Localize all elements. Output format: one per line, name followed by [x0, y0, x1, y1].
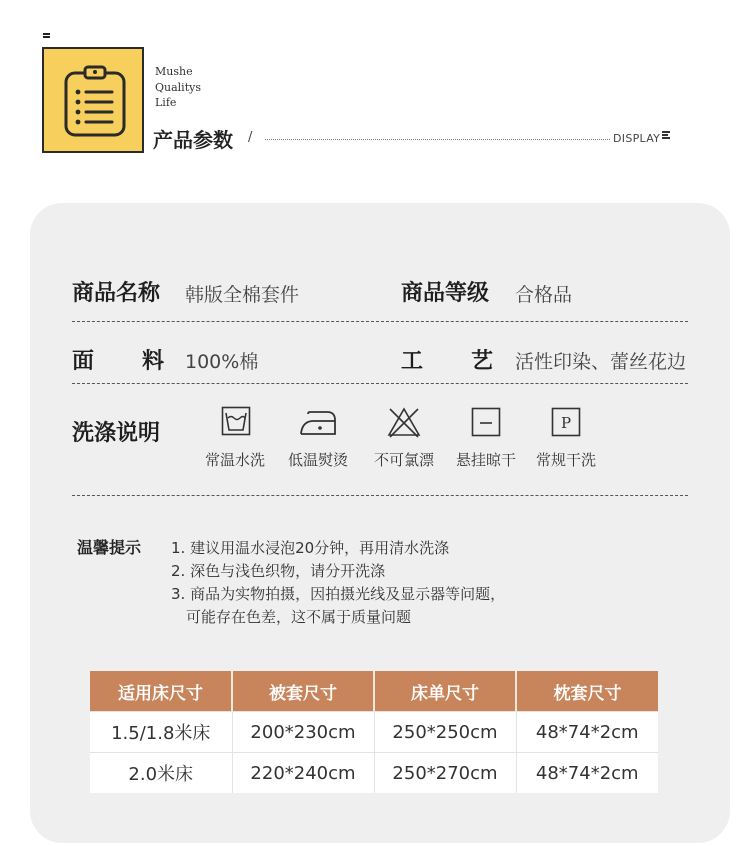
wash-caption-1: 常温水洗	[204, 451, 265, 469]
dry-clean-letter: P	[560, 414, 572, 432]
no-bleach-icon	[364, 406, 444, 438]
wash-caption-2: 低温熨烫	[287, 451, 348, 469]
brand-line-3: Life	[155, 96, 177, 109]
table-row	[90, 753, 658, 794]
grade-value: 合格品	[515, 284, 573, 306]
clipboard-logo	[42, 47, 144, 153]
wash-caption-5: 常规干洗	[535, 451, 596, 469]
grade-label: 商品等级	[401, 281, 490, 306]
wash-caption-3: 不可氯漂	[373, 451, 434, 469]
hang-dry-icon	[446, 407, 526, 437]
display-mark-icon	[662, 131, 670, 140]
tip-line-3: 3. 商品为实物拍摄，因拍摄光线及显示器等问题，	[171, 585, 506, 603]
fabric-label-2: 料	[142, 349, 165, 374]
tip-line-1: 1. 建议用温水浸泡20分钟，再用清水洗涤	[171, 539, 450, 557]
dashed-divider	[72, 495, 688, 496]
name-label: 商品名称	[72, 281, 161, 306]
dashed-divider	[72, 383, 688, 384]
header-bed-size: 适用床尺寸	[90, 671, 232, 712]
table-cell: 220*240cm	[232, 753, 374, 794]
dotted-divider	[265, 139, 610, 140]
brand-line-2: Qualitys	[155, 80, 201, 94]
fabric-value: 100%棉	[185, 351, 259, 373]
dashed-divider	[72, 321, 688, 322]
table-cell: 48*74*2cm	[516, 753, 658, 794]
wash-caption-4: 悬挂晾干	[455, 451, 516, 469]
wash-label: 洗涤说明	[72, 421, 161, 446]
fabric-label-1: 面	[72, 349, 95, 374]
table-cell: 1.5/1.8米床	[90, 712, 232, 753]
table-row	[90, 712, 658, 753]
iron-icon	[278, 408, 358, 436]
table-cell: 2.0米床	[90, 753, 232, 794]
tip-line-4: 可能存在色差，这不属于质量问题	[186, 608, 412, 626]
header-sheet-size: 床单尺寸	[374, 671, 516, 712]
dry-clean-icon	[526, 407, 606, 437]
tip-line-2: 2. 深色与浅色织物，请分开洗涤	[171, 562, 386, 580]
size-table	[90, 671, 658, 793]
page-title: 产品参数	[153, 128, 233, 152]
header-duvet-size: 被套尺寸	[232, 671, 374, 712]
table-cell: 250*250cm	[374, 712, 516, 753]
tips-label: 温馨提示	[77, 538, 142, 557]
brand-line-1: Mushe	[155, 65, 193, 78]
table-header-row	[90, 671, 658, 712]
table-cell: 250*270cm	[374, 753, 516, 794]
header-pillowcase-size: 枕套尺寸	[516, 671, 658, 712]
craft-label-1: 工	[401, 349, 424, 374]
wash-tub-icon	[196, 406, 276, 436]
table-cell: 48*74*2cm	[516, 712, 658, 753]
table-cell: 200*230cm	[232, 712, 374, 753]
display-label: DISPLAY	[613, 132, 661, 145]
craft-value: 活性印染、蕾丝花边	[515, 351, 687, 373]
menu-mark-icon	[43, 33, 50, 39]
clipboard-icon	[62, 65, 128, 137]
title-slash: /	[248, 130, 253, 145]
brand-text	[155, 64, 201, 111]
craft-label-2: 艺	[471, 349, 494, 374]
name-value: 韩版全棉套件	[185, 284, 300, 306]
